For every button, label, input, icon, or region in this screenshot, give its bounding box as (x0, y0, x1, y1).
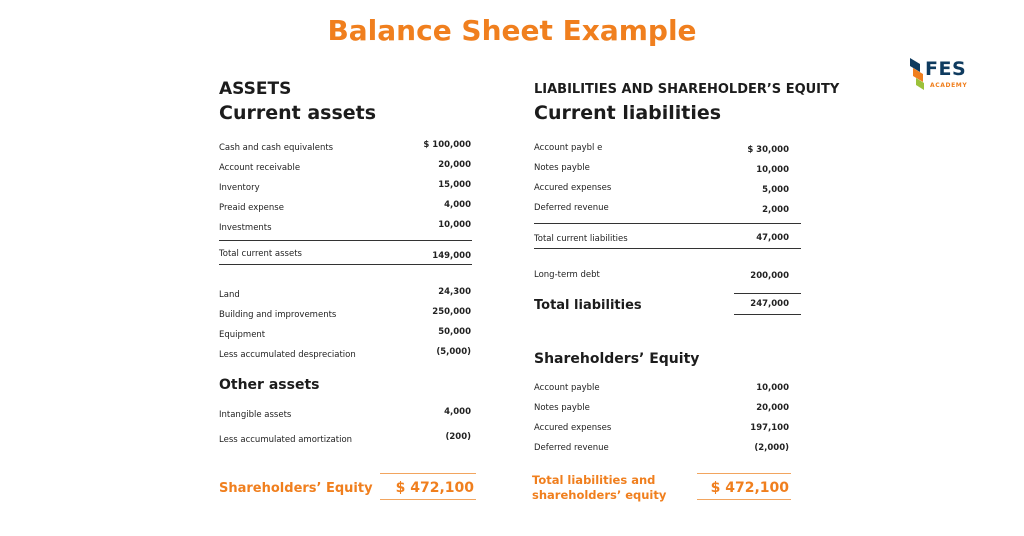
assets-grand-total-label: Shareholders’ Equity (219, 481, 373, 496)
liability-row-value: 5,000 (762, 185, 789, 195)
liability-row-label: Deferred revenue (534, 203, 609, 213)
asset-row-label: Building and improvements (219, 310, 337, 320)
asset-row-value: (200) (445, 432, 471, 442)
total-liabilities-value: 247,000 (750, 299, 789, 309)
asset-row-label: Cash and cash equivalents (219, 143, 334, 153)
asset-row-value: (5,000) (436, 347, 471, 357)
liabilities-grand-total-value: $ 472,100 (710, 480, 789, 496)
divider (534, 248, 801, 249)
asset-row-value: 10,000 (438, 220, 471, 230)
divider (219, 264, 472, 265)
total-current-assets-label: Total current assets (219, 249, 302, 259)
divider (219, 240, 472, 241)
divider (380, 499, 476, 500)
total-current-liabilities-value: 47,000 (756, 233, 789, 243)
total-current-liabilities-label: Total current liabilities (534, 234, 628, 244)
asset-row-label: Equipment (219, 330, 266, 340)
liability-row-value: 2,000 (762, 205, 789, 215)
current-assets-heading: Current assets (219, 102, 377, 124)
equity-row-value: 10,000 (756, 383, 789, 393)
assets-heading: ASSETS (219, 79, 292, 99)
asset-row-label: Land (219, 290, 240, 300)
current-liabilities-heading: Current liabilities (534, 102, 722, 124)
asset-row-label: Less accumulated despreciation (219, 350, 356, 360)
asset-row-value: 4,000 (444, 200, 471, 210)
liability-row-label: Accured expenses (534, 183, 612, 193)
equity-row-value: 20,000 (756, 403, 789, 413)
divider (534, 223, 801, 224)
divider (697, 473, 791, 474)
equity-row-label: Account payble (534, 383, 600, 393)
asset-row-value: 24,300 (438, 287, 471, 297)
assets-grand-total-value: $ 472,100 (395, 480, 474, 496)
other-assets-heading: Other assets (219, 377, 320, 393)
long-term-debt-label: Long-term debt (534, 270, 600, 280)
logo-text: FES (925, 58, 967, 80)
liability-row-value: 10,000 (756, 165, 789, 175)
asset-row-label: Inventory (219, 183, 260, 193)
liability-row-label: Account paybl e (534, 143, 603, 153)
logo-subtext: ACADEMY (930, 82, 968, 89)
asset-row-value: $ 100,000 (423, 140, 471, 150)
equity-row-label: Notes payble (534, 403, 590, 413)
equity-row-value: 197,100 (750, 423, 789, 433)
equity-row-label: Accured expenses (534, 423, 612, 433)
asset-row-label: Account receivable (219, 163, 301, 173)
divider (734, 314, 801, 315)
asset-row-value: 50,000 (438, 327, 471, 337)
fes-academy-logo (908, 56, 978, 96)
divider (734, 293, 801, 294)
equity-row-label: Deferred revenue (534, 443, 609, 453)
asset-row-label: Preaid expense (219, 203, 284, 213)
asset-row-value: 20,000 (438, 160, 471, 170)
total-liabilities-label: Total liabilities (534, 298, 642, 313)
asset-row-value: 15,000 (438, 180, 471, 190)
liability-row-label: Notes payble (534, 163, 590, 173)
asset-row-label: Intangible assets (219, 410, 292, 420)
liabilities-grand-total-label-line1: Total liabilities and (532, 473, 656, 487)
divider (697, 499, 791, 500)
page-title: Balance Sheet Example (327, 14, 697, 47)
asset-row-value: 4,000 (444, 407, 471, 417)
divider (380, 473, 476, 474)
asset-row-label: Less accumulated amortization (219, 435, 353, 445)
long-term-debt-value: 200,000 (750, 271, 789, 281)
liabilities-heading: LIABILITIES AND SHAREHOLDER’S EQUITY (534, 82, 840, 97)
liabilities-grand-total-label-line2: shareholders’ equity (532, 488, 667, 502)
asset-row-value: 250,000 (432, 307, 471, 317)
shareholders-equity-heading: Shareholders’ Equity (534, 351, 700, 367)
total-current-assets-value: 149,000 (432, 251, 471, 261)
equity-row-value: (2,000) (754, 443, 789, 453)
liability-row-value: $ 30,000 (747, 145, 789, 155)
asset-row-label: Investments (219, 223, 272, 233)
